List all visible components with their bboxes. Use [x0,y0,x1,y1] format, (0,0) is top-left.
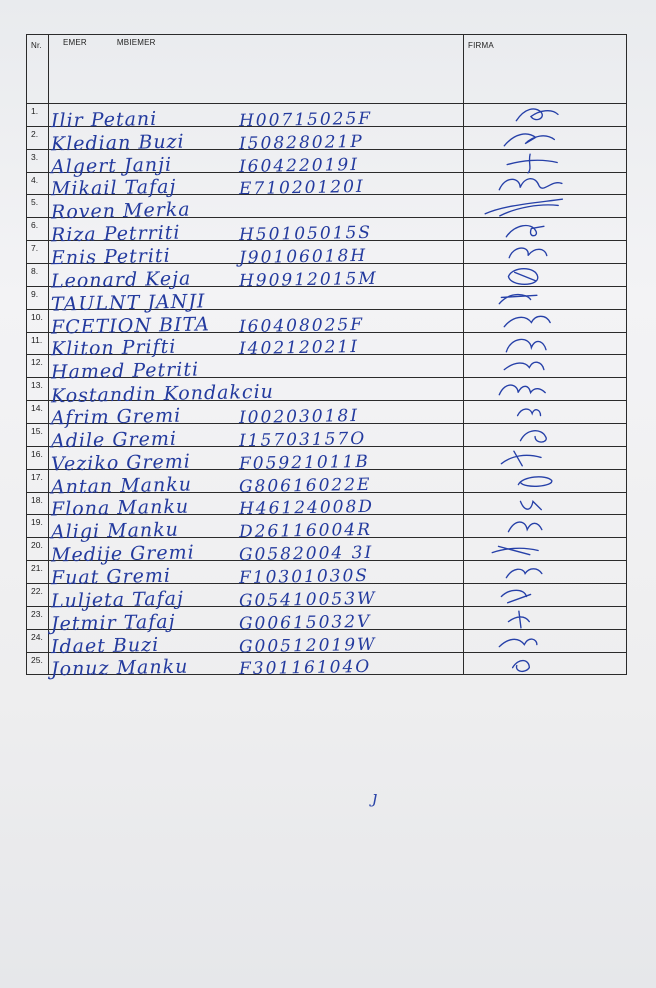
person-name: Veziko Gremi [50,450,192,476]
row-signature-cell [464,584,627,607]
row-name-cell [49,355,464,384]
signature-icon [464,401,626,423]
signature-icon [464,104,626,126]
row-number-cell [27,538,49,561]
row-number: 2. [31,128,39,139]
table-row [27,332,627,355]
row-signature-cell [464,652,627,675]
signature-icon [464,424,626,446]
row-name-cell [49,309,464,339]
signature-icon [464,447,626,469]
handwritten-entry [49,447,463,476]
row-name-cell [49,401,464,430]
row-name-cell [49,195,464,224]
row-name-cell [49,241,464,270]
row-number-cell [27,515,49,538]
row-signature-cell [464,606,627,629]
row-number: 21. [31,563,43,574]
table-row [27,309,627,332]
table-row [27,286,627,309]
table-row [27,378,627,401]
header-nr-cell [27,35,49,104]
row-signature-cell [464,401,627,424]
row-number: 22. [31,586,43,597]
header-nr: Nr. [31,41,42,50]
personal-id-number: I15703157O [238,428,367,451]
table-row [27,446,627,469]
row-number: 9. [31,288,39,299]
row-signature-cell [464,538,627,561]
header-emer: EMER [63,38,87,47]
personal-id-number: H00715025F [238,108,373,132]
handwritten-entry [49,287,463,316]
table-row [27,241,627,264]
row-signature-cell [464,469,627,492]
person-name: Aligi Manku [50,518,180,544]
row-name-cell [49,378,464,408]
handwritten-entry [49,630,463,658]
handwritten-entry [49,173,463,201]
row-name-cell [49,515,464,544]
row-name-cell [49,172,464,201]
row-name-cell [49,652,464,681]
personal-id-number: J90106018H [238,245,368,269]
row-signature-cell [464,286,627,309]
row-signature-cell [464,629,627,652]
row-number: 8. [31,266,39,277]
person-name: Medije Gremi [50,541,195,567]
person-name: Fuat Gremi [50,564,172,590]
person-name: Antan Manku [50,473,193,499]
personal-id-number: G05410053W [238,588,377,612]
row-number-cell [27,401,49,424]
personal-id-number: H46124008D [238,497,375,520]
row-number-cell [27,652,49,675]
table-row [27,606,627,629]
signature-icon [464,653,626,675]
row-number: 7. [31,243,39,254]
table-row [27,561,627,584]
row-number: 23. [31,608,43,619]
row-signature-cell [464,424,627,447]
personal-id-number: F10301030S [238,565,370,589]
row-number-cell [27,218,49,241]
row-number: 20. [31,540,43,551]
row-signature-cell [464,355,627,378]
row-number: 12. [31,357,43,368]
table-row [27,469,627,492]
row-signature-cell [464,241,627,264]
table-row [27,515,627,538]
person-name: Riza Petrriti [50,221,181,247]
row-number-cell [27,584,49,607]
signature-icon [464,310,626,332]
table-row [27,218,627,241]
personal-id-number: I60408025F [238,314,365,337]
table-header [27,35,627,104]
row-name-cell [49,629,464,658]
row-number: 6. [31,220,39,231]
personal-id-number: I00203018I [238,405,360,429]
row-name-cell [49,332,464,361]
row-signature-cell [464,126,627,149]
row-number-cell [27,561,49,584]
signature-icon [464,333,626,355]
signature-icon [464,584,626,606]
personal-id-number: F30116104O [238,657,372,680]
row-number: 5. [31,197,39,208]
person-name: Kostandin Kondakciu [50,380,275,408]
row-name-cell [49,561,464,590]
row-number-cell [27,309,49,332]
row-name-cell [49,584,464,613]
row-signature-cell [464,218,627,241]
handwritten-entry [49,333,463,361]
personal-id-number: G80616022E [238,474,372,497]
row-number-cell [27,492,49,515]
row-number: 4. [31,174,39,185]
handwritten-entry [49,150,463,178]
row-signature-cell [464,309,627,332]
handwritten-entry [49,355,463,384]
row-signature-cell [464,515,627,538]
person-name: Kledian Buzi [50,130,185,156]
row-signature-cell [464,195,627,218]
signature-icon [464,493,626,515]
row-number-cell [27,469,49,492]
personal-id-number: I60422019I [238,154,360,177]
stray-mark: ȷ [372,788,378,808]
row-number: 10. [31,311,43,322]
row-number: 19. [31,517,43,528]
handwritten-entry [49,218,463,247]
table-row [27,195,627,218]
personal-id-number: G00512019W [238,634,377,657]
row-number-cell [27,606,49,629]
table-row [27,355,627,378]
row-name-cell [49,149,464,178]
personal-id-number: G0582004 3I [238,543,374,566]
signature-icon [464,561,626,583]
handwritten-entry [49,515,463,544]
row-number-cell [27,355,49,378]
row-number-cell [27,126,49,149]
row-name-cell [49,424,464,453]
person-name: Afrim Gremi [50,404,182,430]
table-row [27,629,627,652]
signature-table [26,34,627,681]
row-number: 16. [31,448,43,459]
table-row [27,104,627,127]
row-signature-cell [464,561,627,584]
row-number: 3. [31,151,39,162]
table-row [27,584,627,607]
signature-icon [464,150,626,172]
handwritten-entry [49,378,463,408]
person-name: FCETION BITA [50,312,211,339]
personal-id-number: F05921011B [238,451,370,474]
signature-icon [464,607,626,629]
header-mbiemer: MBIEMER [116,38,156,47]
row-name-cell [49,126,464,156]
table-row [27,492,627,515]
handwritten-entry [49,310,463,339]
row-name-cell [49,264,464,293]
signature-icon [464,218,626,240]
signature-icon [464,241,626,263]
table-row [27,401,627,424]
handwritten-entry [49,424,463,453]
person-name: Algert Janji [50,153,173,178]
header-firma-cell [464,35,627,104]
signature-icon [464,195,626,217]
handwritten-entry [49,561,463,590]
signature-icon [464,470,626,492]
signature-icon [464,378,626,400]
header-name-cell [49,35,464,104]
row-number-cell [27,241,49,264]
table-row [27,149,627,172]
row-signature-cell [464,104,627,127]
signature-icon [464,538,626,560]
row-signature-cell [464,264,627,287]
row-number: 14. [31,403,43,414]
handwritten-entry [49,127,463,156]
row-name-cell [49,218,464,247]
personal-id-number: E71020120I [238,177,365,200]
handwritten-entry [49,538,463,567]
signature-icon [464,127,626,149]
row-name-cell [49,538,464,567]
row-number-cell [27,149,49,172]
row-signature-cell [464,492,627,515]
table-row [27,264,627,287]
row-number-cell [27,172,49,195]
row-number-cell [27,378,49,401]
row-signature-cell [464,446,627,469]
row-number-cell [27,286,49,309]
signature-icon [464,355,626,377]
row-number-cell [27,195,49,218]
table-row [27,172,627,195]
row-signature-cell [464,378,627,401]
signature-icon [464,630,626,652]
person-name: Hamed Petriti [50,358,200,384]
person-name: Roven Merka [50,198,191,224]
row-number: 24. [31,631,43,642]
row-name-cell [49,104,464,132]
row-number-cell [27,629,49,652]
signature-icon [464,287,626,309]
row-name-cell [49,492,464,521]
personal-id-number: I40212021I [238,337,360,360]
row-signature-cell [464,149,627,172]
handwritten-entry [49,104,463,132]
row-name-cell [49,446,464,476]
row-name-cell [49,606,464,636]
handwritten-entry [49,264,463,293]
row-signature-cell [464,172,627,195]
row-name-cell [49,286,464,316]
handwritten-entry [49,401,463,430]
person-name: TAULNT JANJI [50,290,206,316]
handwritten-entry [49,241,463,270]
header-firma: FIRMA [468,41,494,50]
row-number: 1. [31,106,39,116]
signature-icon [464,515,626,537]
personal-id-number: H90912015M [238,268,378,292]
personal-id-number: H50105015S [238,222,373,246]
person-name: Adile Gremi [50,427,178,453]
person-name: Luljeta Tafaj [50,587,185,613]
personal-id-number: I50828021P [238,131,364,154]
person-name: Enis Petriti [50,244,171,270]
table-row [27,424,627,447]
row-name-cell [49,469,464,499]
person-name: Idaet Buzi [50,633,160,658]
handwritten-entry [49,653,463,681]
row-number: 15. [31,426,43,437]
row-signature-cell [464,332,627,355]
row-number-cell [27,332,49,355]
person-name: Mikail Tafaj [50,176,177,201]
handwritten-entry [49,607,463,636]
person-name: Jetmir Tafaj [50,610,176,636]
person-name: Ilir Petani [50,107,158,132]
personal-id-number: G00615032V [238,611,372,634]
person-name: Flona Manku [50,496,190,521]
row-number-cell [27,424,49,447]
person-name: Kliton Prifti [50,336,177,361]
handwritten-entry [49,493,463,521]
row-number-cell [27,264,49,287]
signature-icon [464,264,626,286]
row-number: 17. [31,471,43,482]
person-name: Leonard Keja [50,267,192,293]
person-name: Jonuz Manku [50,656,189,681]
handwritten-entry [49,470,463,499]
row-number: 13. [31,380,43,391]
personal-id-number: D26116004R [238,520,373,543]
handwritten-entry [49,584,463,613]
row-number-cell [27,446,49,469]
row-number: 11. [31,334,43,345]
row-number-cell [27,104,49,127]
table-row [27,652,627,675]
signature-icon [464,173,626,195]
row-number: 18. [31,494,43,505]
table-row [27,538,627,561]
table-row [27,126,627,149]
row-number: 25. [31,654,43,665]
handwritten-entry [49,195,463,224]
